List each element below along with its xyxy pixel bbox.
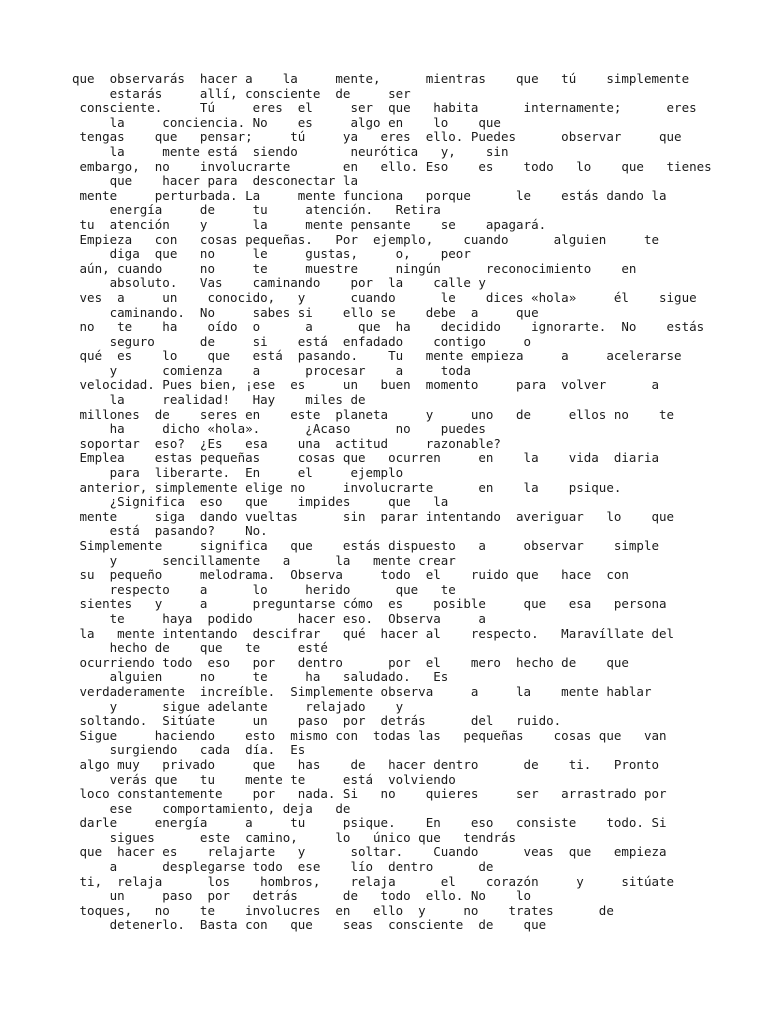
- text-line: alguien no te ha saludado. Es: [72, 669, 449, 685]
- text-line: hecho de que te esté: [72, 640, 328, 656]
- text-line: algo muy privado que has de hacer dentro de ti. Pronto: [72, 756, 659, 772]
- text-line: Simplemente significa que estás dispuesto a observar simple: [72, 538, 659, 553]
- text-line: a desplegarse todo ese lío dentro de: [72, 859, 494, 875]
- text-line: te haya podido hacer eso. Observa a: [72, 610, 486, 626]
- text-line: ocurriendo todo eso por dentro por el mero hecho de que: [72, 654, 629, 670]
- text-line: que hacer es relajarte y soltar. Cuando veas que empieza: [72, 844, 667, 860]
- text-line: anterior, simplemente elige no involucrarte en la psique.: [72, 479, 622, 495]
- text-line: y sencillamente a la mente crear: [72, 552, 456, 568]
- text-line: su pequeño melodrama. Observa todo el ruido que hace con: [72, 567, 629, 583]
- text-line: caminando. No sabes si ello se debe a que: [72, 304, 539, 320]
- text-line: Empieza con cosas pequeñas. Por ejemplo, cuando alguien te: [72, 231, 659, 247]
- text-line: respecto a lo herido que te: [72, 581, 456, 597]
- text-line: para liberarte. En el ejemplo: [72, 465, 404, 481]
- text-line: loco constantemente por nada. Si no quieres ser arrastrado por: [72, 786, 667, 802]
- text-line: darle energía a tu psique. En eso consiste todo. Si: [72, 815, 667, 831]
- text-line: seguro de si está enfadado contigo o: [72, 333, 532, 349]
- text-line: sigues este camino, lo único que tendrás: [72, 829, 517, 845]
- text-line: velocidad. Pues bien, ¡ese es un buen momento para volver a: [72, 377, 659, 393]
- text-line: que observarás hacer a la mente, mientras que tú simplemente: [72, 71, 690, 86]
- text-line: qué es lo que está pasando. Tu mente empieza a acelerarse: [72, 348, 682, 364]
- text-line: surgiendo cada día. Es: [72, 742, 306, 758]
- text-line: tengas que pensar; tú ya eres ello. Puedes observar que: [72, 129, 682, 145]
- text-line: mente siga dando vueltas sin parar intentando averiguar lo que: [72, 508, 675, 524]
- text-line: mente perturbada. La mente funciona porque le estás dando la: [72, 187, 667, 203]
- text-line: y sigue adelante relajado y: [72, 698, 404, 714]
- text-line: embargo, no involucrarte en ello. Eso es todo lo que tienes: [72, 158, 712, 174]
- text-line: soportar eso? ¿Es esa una actitud razonable?: [72, 435, 501, 451]
- text-line: la conciencia. No es algo en lo que: [72, 114, 501, 130]
- text-line: diga que no le gustas, o, peor: [72, 246, 471, 262]
- text-line: un paso por detrás de todo ello. No lo: [72, 888, 532, 904]
- text-line: millones de seres en este planeta y uno de ellos no te: [72, 406, 675, 422]
- text-line: la realidad! Hay miles de: [72, 392, 366, 408]
- text-line: sientes y a preguntarse cómo es posible que esa persona: [72, 596, 667, 612]
- text-line: soltando. Sitúate un paso por detrás del ruido.: [72, 713, 562, 729]
- text-line: absoluto. Vas caminando por la calle y: [72, 275, 486, 291]
- text-line: ti, relaja los hombros, relaja el corazón y sitúate: [72, 873, 675, 889]
- text-line: que hacer para desconectar la: [72, 173, 358, 189]
- text-line: detenerlo. Basta con que seas consciente de que: [72, 917, 547, 933]
- text-line: toques, no te involucres en ello y no trates de: [72, 902, 614, 918]
- text-line: estarás allí, consciente de ser: [72, 85, 411, 101]
- text-line: consciente. Tú eres el ser que habita internamente; eres: [72, 100, 697, 116]
- text-line: Emplea estas pequeñas cosas que ocurren en la vida diaria: [72, 450, 659, 466]
- text-line: la mente intentando descifrar qué hacer al respecto. Maravíllate del: [72, 625, 675, 641]
- text-line: Sigue haciendo esto mismo con todas las pequeñas cosas que van: [72, 727, 667, 743]
- text-line: verás que tu mente te está volviendo: [72, 771, 456, 787]
- text-line: ese comportamiento, deja de: [72, 800, 351, 816]
- text-line: y comienza a procesar a toda: [72, 362, 471, 378]
- text-line: ves a un conocido, y cuando le dices «hola» él sigue: [72, 289, 697, 305]
- text-line: no te ha oído o a que ha decidido ignorarte. No estás: [72, 319, 705, 335]
- document-text: [72, 71, 712, 933]
- text-line: tu atención y la mente pensante se apagará.: [72, 216, 547, 232]
- text-line: está pasando? No.: [72, 523, 268, 539]
- text-line: ¿Significa eso que impides que la: [72, 494, 449, 510]
- text-line: aún, cuando no te muestre ningún reconocimiento en: [72, 260, 637, 276]
- text-line: verdaderamente increíble. Simplemente observa a la mente hablar: [72, 683, 652, 699]
- text-line: la mente está siendo neurótica y, sin: [72, 143, 509, 159]
- text-line: ha dicho «hola». ¿Acaso no puedes: [72, 421, 486, 437]
- text-line: energía de tu atención. Retira: [72, 202, 441, 218]
